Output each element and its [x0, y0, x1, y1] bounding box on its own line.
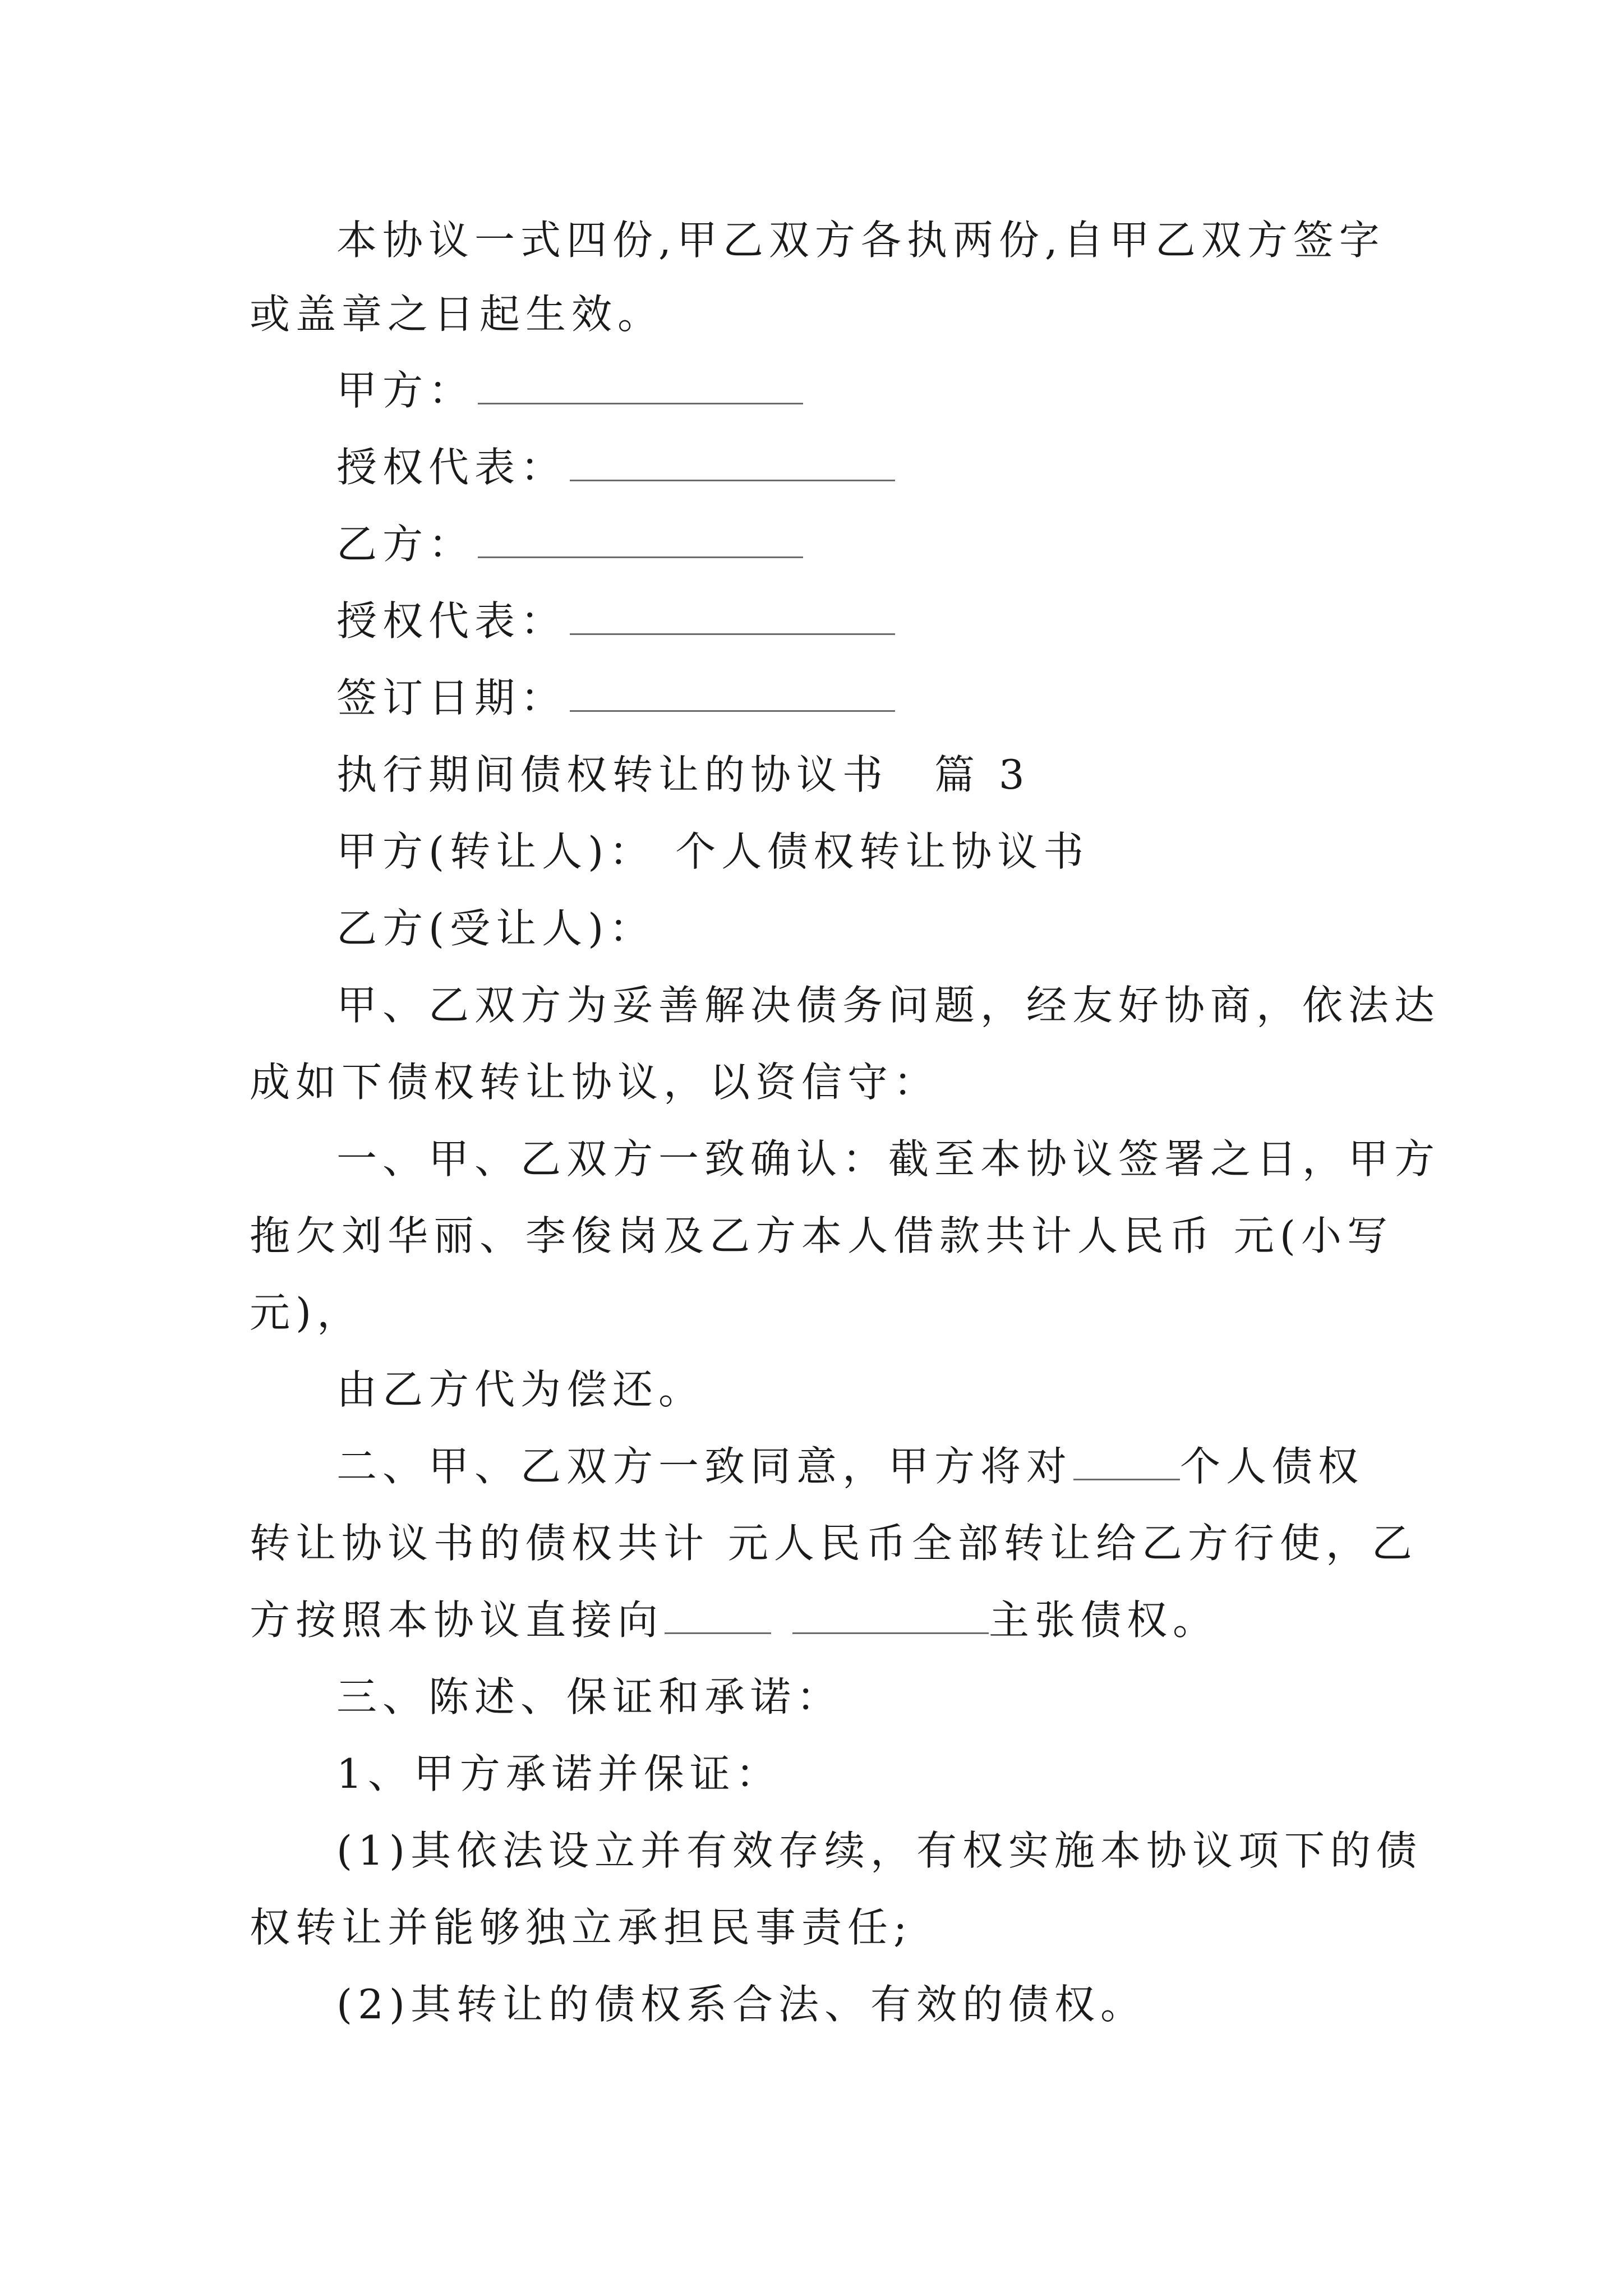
article-2-line-3-end: 主张债权。	[989, 1596, 1219, 1644]
sign-date-blank	[570, 675, 895, 712]
rep-a-signature-line	[336, 440, 895, 494]
article-3-item-1-1-line-2: 权转让并能够独立承担民事责任;	[250, 1904, 913, 1951]
intro-line-2: 成如下债权转让协议，以资信守：	[250, 1059, 940, 1106]
party-b-blank	[478, 522, 803, 558]
effect-paragraph-line-1: 本协议一式四份,甲乙双方各执两份,自甲乙双方签字	[336, 217, 1385, 264]
rep-b-blank	[570, 599, 895, 635]
intro-line-1: 甲、乙双方为妥善解决债务问题，经友好协商，依法达	[336, 982, 1441, 1029]
article-1-line-3: 元)，	[250, 1289, 363, 1336]
party-a-blank	[478, 368, 803, 404]
sign-date-label: 签订日期：	[336, 674, 567, 721]
article-1-line-1: 一、甲、乙双方一致确认：截至本协议签署之日，甲方	[336, 1135, 1441, 1182]
transferee-line: 乙方(受让人)：	[336, 905, 656, 952]
article-2-blank-1	[1073, 1444, 1180, 1480]
rep-a-blank	[570, 445, 895, 481]
article-2-blank-3	[792, 1598, 989, 1634]
rep-a-label: 授权代表：	[336, 444, 567, 491]
article-2-blank-2	[665, 1598, 771, 1634]
article-2-line-3	[250, 1593, 1219, 1647]
article-2-line-3-start: 方按照本协议直接向	[250, 1596, 664, 1644]
rep-b-signature-line	[336, 594, 895, 648]
article-2-line-1-end: 个人债权	[1180, 1443, 1364, 1490]
party-b-label: 乙方：	[336, 521, 475, 568]
article-2-line-2: 转让协议书的债权共计 元人民币全部转让给乙方行使，乙	[250, 1520, 1418, 1567]
article-1-line-4: 由乙方代为偿还。	[336, 1366, 705, 1413]
article-1-line-2: 拖欠刘华丽、李俊岗及乙方本人借款共计人民币 元(小写	[250, 1212, 1393, 1259]
article-3-item-1-2: (2)其转让的债权系合法、有效的债权。	[336, 1981, 1146, 2028]
rep-b-label: 授权代表：	[336, 597, 567, 645]
sign-date-line	[336, 671, 895, 725]
party-a-label: 甲方：	[336, 367, 475, 414]
party-a-signature-line	[336, 364, 803, 417]
article-3-title: 三、陈述、保证和承诺：	[336, 1673, 843, 1720]
section-title: 执行期间债权转让的协议书 篇 3	[336, 751, 1030, 798]
party-b-signature-line	[336, 517, 803, 571]
transferor-line	[336, 825, 1089, 878]
effect-paragraph-line-2: 或盖章之日起生效。	[250, 291, 664, 338]
article-3-item-1: 1、甲方承诺并保证：	[336, 1750, 782, 1797]
article-2-line-1	[336, 1439, 1364, 1493]
article-3-item-1-1-line-1: (1)其依法设立并有效存续，有权实施本协议项下的债	[336, 1827, 1422, 1874]
transferor-label: 甲方(转让人)：	[336, 828, 656, 875]
article-2-line-1-start: 二、甲、乙双方一致同意，甲方将对	[336, 1443, 1073, 1490]
transferor-value: 个人债权转让协议书	[675, 828, 1090, 875]
